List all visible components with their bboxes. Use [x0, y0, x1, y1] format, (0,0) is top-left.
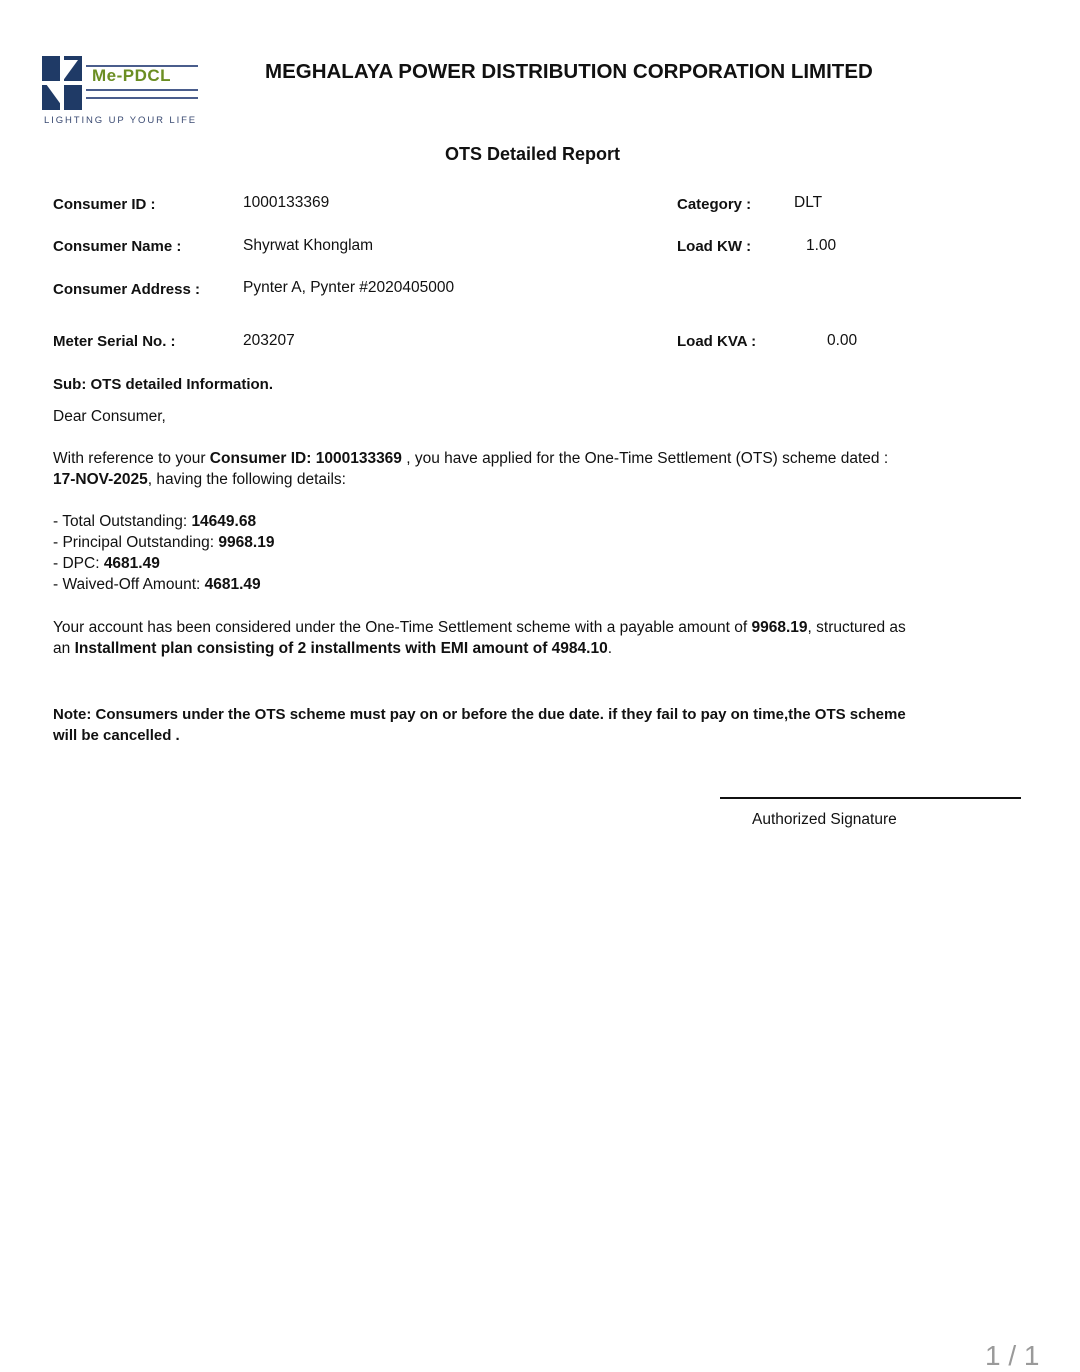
load-kva-value: 0.00: [827, 332, 858, 349]
logo-rule: [86, 89, 198, 91]
settlement-paragraph: Your account has been considered under the One-Time Settlement scheme with a payable amount of 9968.19, structured as an Installment plan consisting of 2 installments with EMI amount of 4984.10.: [53, 619, 906, 657]
authorized-signature-label: Authorized Signature: [752, 811, 897, 828]
list-item: - Principal Outstanding: 9968.19: [53, 534, 275, 551]
consumer-name-value: Shyrwat Khonglam: [243, 237, 374, 254]
reference-consumer-id: Consumer ID: 1000133369: [209, 450, 402, 467]
consumer-address-label: Consumer Address :: [53, 281, 200, 298]
load-kva-label: Load KVA :: [677, 333, 757, 350]
reference-paragraph: With reference to your Consumer ID: 1000133369 , you have applied for the One-Time Settlement (OTS) scheme dated : 17-NOV-2025, having the following details:: [53, 450, 889, 488]
category-label: Category :: [677, 196, 752, 213]
page-number: 1 / 1: [985, 1340, 1040, 1371]
list-item: - Total Outstanding: 14649.68: [53, 513, 257, 530]
consumer-address-value: Pynter A, Pynter #2020405000: [243, 279, 455, 296]
outstanding-list: [53, 511, 653, 595]
consumer-id-value: 1000133369: [243, 194, 330, 211]
load-kw-label: Load KW :: [677, 238, 752, 255]
signature-line: [720, 797, 1021, 799]
installment-plan: Installment plan consisting of 2 installments with EMI amount of 4984.10: [74, 640, 608, 657]
logo-rule: [86, 97, 198, 99]
logo-tagline: LIGHTING UP YOUR LIFE: [44, 115, 198, 126]
company-logo: [42, 56, 204, 130]
meter-serial-value: 203207: [243, 332, 295, 349]
waived-off-value: 4681.49: [204, 576, 261, 593]
scheme-date: 17-NOV-2025: [53, 471, 148, 488]
dpc-value: 4681.49: [103, 555, 160, 572]
total-outstanding-value: 14649.68: [191, 513, 257, 530]
consumer-name-label: Consumer Name :: [53, 238, 182, 255]
principal-outstanding-value: 9968.19: [218, 534, 275, 551]
category-value: DLT: [794, 194, 823, 211]
payable-amount: 9968.19: [751, 619, 808, 636]
list-item: - Waived-Off Amount: 4681.49: [53, 576, 261, 593]
report-title: OTS Detailed Report: [445, 144, 621, 164]
logo-brand-text: Me-PDCL: [92, 66, 172, 85]
meter-serial-label: Meter Serial No. :: [53, 333, 176, 350]
subject-line: Sub: OTS detailed Information.: [53, 376, 274, 393]
greeting: Dear Consumer,: [53, 408, 166, 425]
note-paragraph: Note: Consumers under the OTS scheme must pay on or before the due date. if they fail to pay on time,the OTS scheme will be cancelled .: [53, 706, 906, 744]
consumer-id-label: Consumer ID :: [53, 196, 156, 213]
logo-mark-icon: [42, 56, 82, 110]
list-item: - DPC: 4681.49: [53, 555, 160, 572]
organization-title: MEGHALAYA POWER DISTRIBUTION CORPORATION LIMITED: [265, 60, 873, 83]
load-kw-value: 1.00: [806, 237, 837, 254]
